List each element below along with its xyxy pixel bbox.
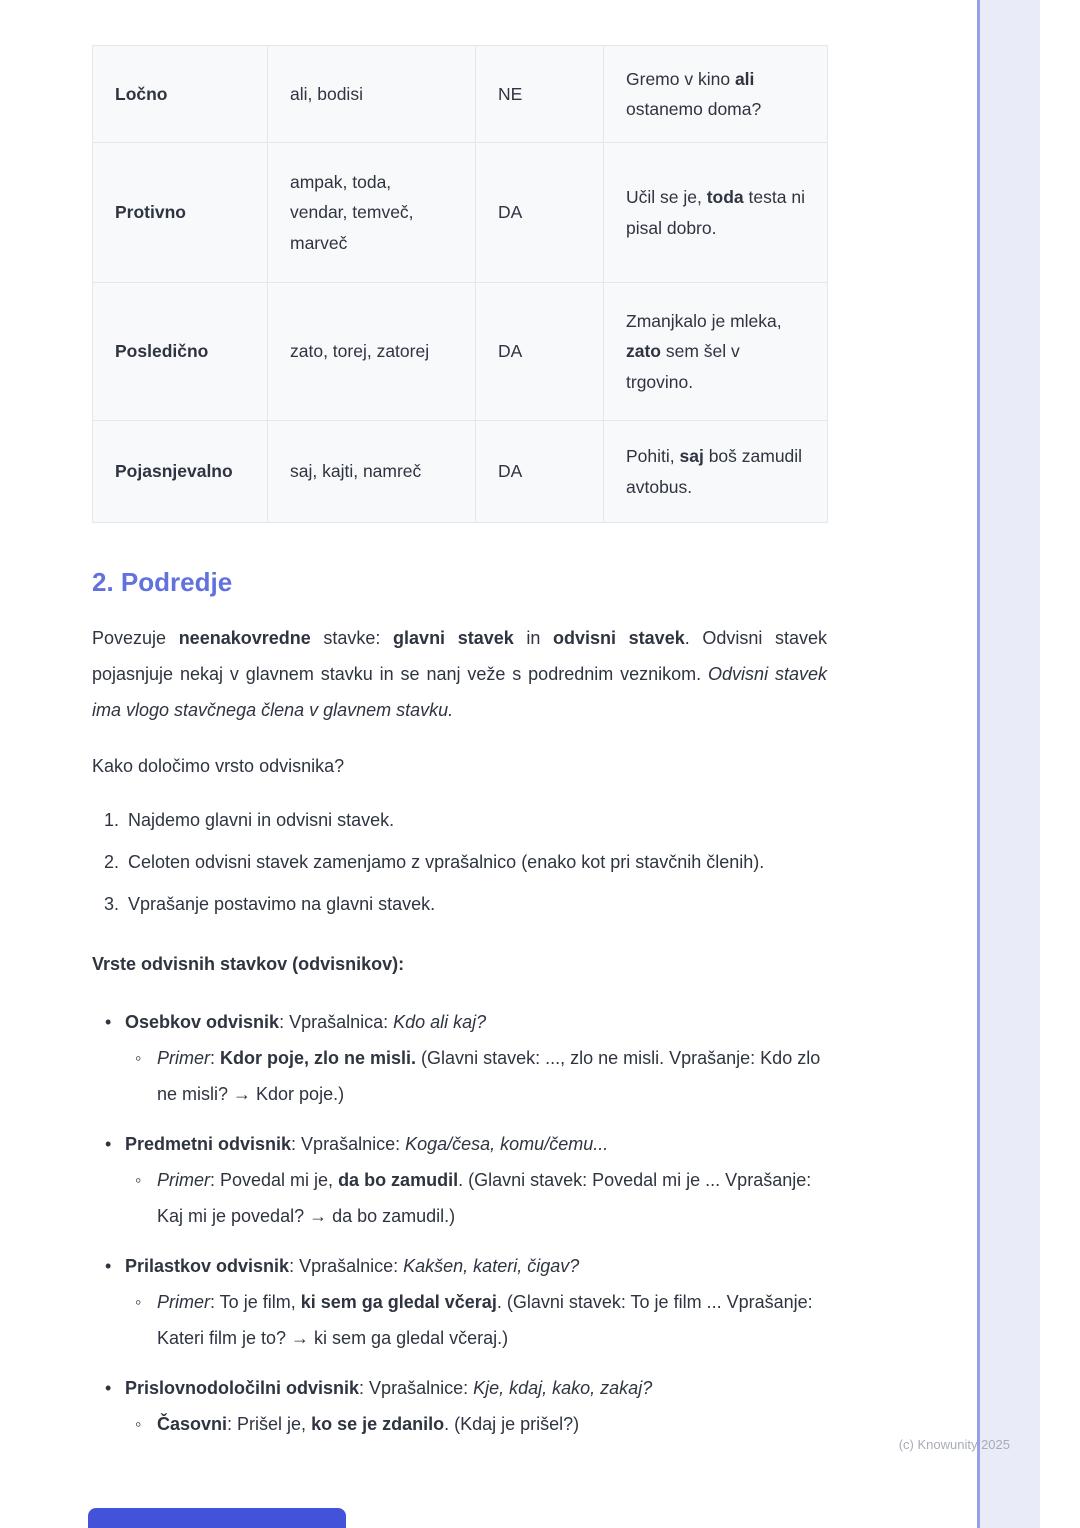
types-list [92,1004,827,1442]
type-item [92,1126,827,1234]
type-main-text: Osebkov odvisnik: Vprašalnica: Kdo ali kaj? [125,1012,487,1032]
table-row [93,46,828,143]
cell-example: Pohiti, saj boš zamudil avtobus. [604,421,828,523]
cell-conjunctions: saj, kajti, namreč [268,421,476,523]
cell-repeats: DA [476,283,604,421]
page-edge-strip [977,0,1040,1528]
cell-type: Pojasnjevalno [93,421,268,523]
cell-repeats: DA [476,421,604,523]
footer-bar [88,1508,346,1528]
cell-repeats: NE [476,46,604,143]
sub-bullet-icon: ◦ [135,1414,142,1434]
cell-conjunctions: ali, bodisi [268,46,476,143]
table-row [93,283,828,421]
cell-example: Učil se je, toda testa ni pisal dobro. [604,143,828,283]
cell-type: Ločno [93,46,268,143]
type-main-text: Prislovnodoločilni odvisnik: Vprašalnice: Kje, kdaj, kako, zakaj? [125,1378,653,1398]
type-item [92,1248,827,1356]
type-sub-text: Primer: To je film, ki sem ga gledal včeraj. (Glavni stavek: To je film ... Vprašanje: Kateri film je to? → ki sem ga gledal včeraj.) [157,1292,813,1348]
cell-repeats: DA [476,143,604,283]
cell-example: Gremo v kino ali ostanemo doma? [604,46,828,143]
type-main-text: Predmetni odvisnik: Vprašalnice: Koga/česa, komu/čemu... [125,1134,609,1154]
type-sub-text: Primer: Povedal mi je, da bo zamudil. (Glavni stavek: Povedal mi je ... Vprašanje: Kaj mi je povedal? → da bo zamudil.) [157,1170,812,1226]
bullet-icon: • [105,1012,112,1032]
step-item [92,886,827,922]
bullet-icon: • [105,1256,112,1276]
cell-example: Zmanjkalo je mleka, zato sem šel v trgovino. [604,283,828,421]
step-number: 2. [104,852,120,872]
bullet-icon: • [105,1378,112,1398]
cell-conjunctions: ampak, toda, vendar, temveč, marveč [268,143,476,283]
step-item [92,802,827,838]
table-row [93,421,828,523]
type-item [92,1370,827,1442]
step-item [92,844,827,880]
step-text: Vprašanje postavimo na glavni stavek. [128,894,436,914]
table-row [93,143,828,283]
type-item [92,1004,827,1112]
intro-paragraph: Povezuje neenakovredne stavke: glavni stavek in odvisni stavek. Odvisni stavek pojasnjuje nekaj v glavnem stavku in se nanj veže s podrednim veznikom. Odvisni stavek ima vlogo stavčnega člena v glavnem stavku. [92,628,828,720]
cell-type: Posledično [93,283,268,421]
cell-conjunctions: zato, torej, zatorej [268,283,476,421]
section-heading: 2. Podredje [92,567,233,597]
cell-type: Protivno [93,143,268,283]
type-sub-text: Časovni: Prišel je, ko se je zdanilo. (Kdaj je prišel?) [157,1414,580,1434]
sub-bullet-icon: ◦ [135,1292,142,1312]
type-sub-text: Primer: Kdor poje, zlo ne misli. (Glavni stavek: ..., zlo ne misli. Vprašanje: Kdo zlo ne misli? → Kdor poje.) [157,1048,821,1104]
conjunction-table [92,45,828,523]
step-text: Najdemo glavni in odvisni stavek. [128,810,395,830]
document-page [92,0,827,1456]
types-heading: Vrste odvisnih stavkov (odvisnikov): [92,954,405,974]
bullet-icon: • [105,1134,112,1154]
watermark: (c) Knowunity 2025 [898,1437,1010,1452]
steps-list [92,802,827,922]
sub-bullet-icon: ◦ [135,1170,142,1190]
step-text: Celoten odvisni stavek zamenjamo z vprašalnico (enako kot pri stavčnih členih). [128,852,765,872]
question-text: Kako določimo vrsto odvisnika? [92,756,345,776]
step-number: 1. [104,810,120,830]
step-number: 3. [104,894,120,914]
type-main-text: Prilastkov odvisnik: Vprašalnice: Kakšen, kateri, čigav? [125,1256,580,1276]
sub-bullet-icon: ◦ [135,1048,142,1068]
